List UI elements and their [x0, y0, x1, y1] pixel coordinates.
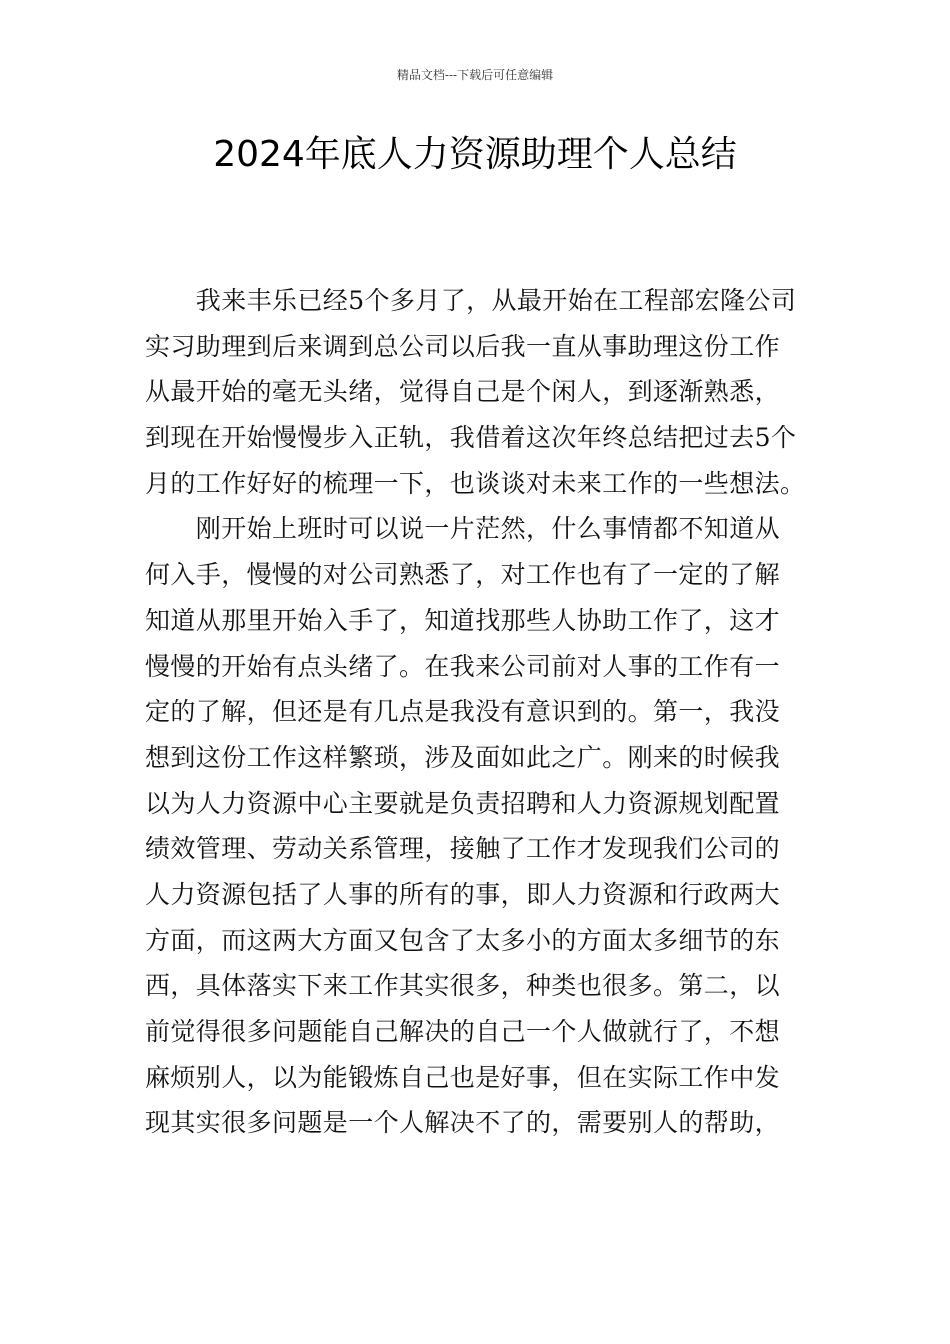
text-line: 想到这份工作这样繁琐，涉及面如此之广。刚来的时候我	[145, 742, 781, 772]
text-line: 麻烦别人，以为能锻炼自己也是好事，但在实际工作中发	[145, 1062, 781, 1092]
text-line: 人力资源包括了人事的所有的事，即人力资源和行政两大	[145, 879, 781, 909]
header-note: 精品文档---下载后可任意编辑	[396, 68, 554, 82]
text-line: 西，具体落实下来工作其实很多，种类也很多。第二，以	[145, 971, 781, 1001]
text-line: 我来丰乐已经5个多月了，从最开始在工程部宏隆公司	[145, 286, 797, 315]
text-line: 到现在开始慢慢步入正轨，我借着这次年终总结把过去5个	[145, 423, 797, 453]
body-text	[145, 278, 807, 1146]
text-line: 实习助理到后来调到总公司以后我一直从事助理这份工作	[145, 331, 781, 361]
text-line: 绩效管理、劳动关系管理，接触了工作才发现我们公司的	[145, 834, 781, 864]
text-line: 定的了解，但还是有几点是我没有意识到的。第一，我没	[145, 697, 781, 727]
text-line: 慢慢的开始有点头绪了。在我来公司前对人事的工作有一	[145, 651, 781, 681]
text-line: 方面，而这两大方面又包含了太多小的方面太多细节的东	[145, 925, 781, 955]
text-line: 现其实很多问题是一个人解决不了的，需要别人的帮助，	[145, 1108, 781, 1138]
document-title: 2024年底人力资源助理个人总结	[213, 134, 737, 175]
text-line: 月的工作好好的梳理一下，也谈谈对未来工作的一些想法。	[145, 468, 806, 498]
text-line: 前觉得很多问题能自己解决的自己一个人做就行了，不想	[145, 1017, 781, 1046]
text-line: 何入手，慢慢的对公司熟悉了，对工作也有了一定的了解	[145, 560, 781, 590]
text-line: 刚开始上班时可以说一片茫然，什么事情都不知道从	[145, 514, 781, 544]
text-line: 以为人力资源中心主要就是负责招聘和人力资源规划配置	[145, 788, 781, 818]
text-line: 从最开始的毫无头绪，觉得自己是个闲人，到逐渐熟悉，	[145, 377, 781, 407]
text-line: 知道从那里开始入手了，知道找那些人协助工作了，这才	[145, 605, 781, 635]
